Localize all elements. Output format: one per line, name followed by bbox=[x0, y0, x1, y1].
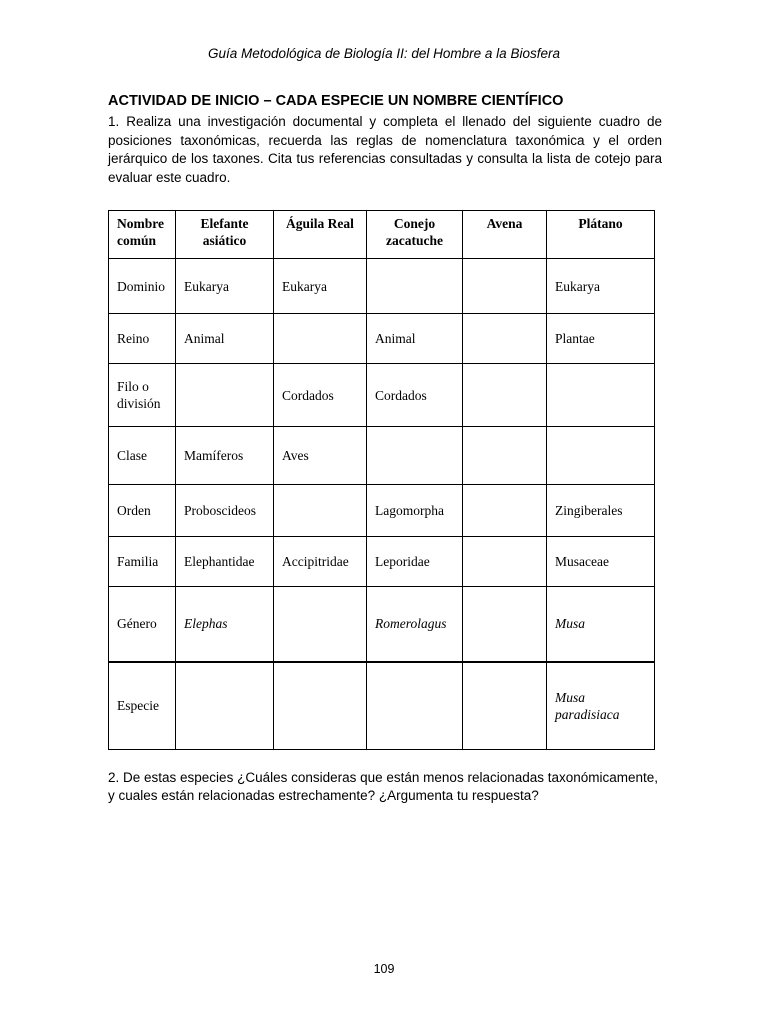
rank-label: Reino bbox=[109, 314, 176, 364]
table-cell bbox=[176, 364, 274, 427]
column-header: Avena bbox=[463, 211, 547, 259]
table-row bbox=[109, 485, 655, 537]
question-2: 2. De estas especies ¿Cuáles consideras que están menos relacionadas taxonómicamente, y cuales están relacionadas estrechamente? ¿Argumenta tu respuesta? bbox=[108, 770, 659, 803]
column-header: Elefante asiático bbox=[176, 211, 274, 259]
page-number: 109 bbox=[373, 962, 395, 976]
table-cell bbox=[367, 259, 463, 314]
rank-label: Especie bbox=[109, 662, 176, 750]
table-header-row bbox=[109, 211, 655, 259]
column-header: Águila Real bbox=[274, 211, 367, 259]
table-cell bbox=[274, 587, 367, 662]
table-cell bbox=[547, 427, 655, 485]
table-row bbox=[109, 364, 655, 427]
table-cell: Elephantidae bbox=[176, 537, 274, 587]
table-cell: Mamíferos bbox=[176, 427, 274, 485]
column-header: Conejo zacatuche bbox=[367, 211, 463, 259]
table-cell: Romerolagus bbox=[367, 587, 463, 662]
rank-label: Dominio bbox=[109, 259, 176, 314]
table-cell: Eukarya bbox=[547, 259, 655, 314]
activity-instruction: 1. Realiza una investigación documental y completa el llenado del siguiente cuadro de posiciones taxonómicas, recuerda las reglas de nomenclatura taxonómica y el orden jerárquico de los taxones. Cita tus referencias consultadas y consulta la lista de cotejo para evaluar este cuadro. bbox=[108, 114, 662, 185]
table-cell: Musaceae bbox=[547, 537, 655, 587]
table-cell bbox=[367, 662, 463, 750]
table-cell: Eukarya bbox=[176, 259, 274, 314]
table-cell: Cordados bbox=[367, 364, 463, 427]
table-cell: Cordados bbox=[274, 364, 367, 427]
table-row bbox=[109, 259, 655, 314]
table-cell bbox=[463, 427, 547, 485]
table-cell: Musa bbox=[547, 587, 655, 662]
table-cell: Musa paradisiaca bbox=[547, 662, 655, 750]
table-cell: Eukarya bbox=[274, 259, 367, 314]
table-row bbox=[109, 427, 655, 485]
table-cell bbox=[176, 662, 274, 750]
table-cell bbox=[274, 662, 367, 750]
table-cell bbox=[463, 314, 547, 364]
table-cell bbox=[367, 427, 463, 485]
table-cell bbox=[463, 259, 547, 314]
table-cell bbox=[274, 485, 367, 537]
running-header: Guía Metodológica de Biología II: del Hombre a la Biosfera bbox=[208, 46, 560, 61]
table-cell bbox=[463, 662, 547, 750]
table-cell: Leporidae bbox=[367, 537, 463, 587]
table-cell bbox=[463, 537, 547, 587]
table-cell bbox=[547, 364, 655, 427]
activity-title: ACTIVIDAD DE INICIO – CADA ESPECIE UN NOMBRE CIENTÍFICO bbox=[108, 93, 564, 109]
table-cell bbox=[463, 364, 547, 427]
column-header: Nombre común bbox=[109, 211, 176, 259]
table-cell bbox=[463, 587, 547, 662]
rank-label: Familia bbox=[109, 537, 176, 587]
rank-label: Filo o división bbox=[109, 364, 176, 427]
table-cell: Zingiberales bbox=[547, 485, 655, 537]
table-cell bbox=[274, 314, 367, 364]
table-row bbox=[109, 314, 655, 364]
table-row bbox=[109, 587, 655, 662]
table-cell bbox=[463, 485, 547, 537]
column-header: Plátano bbox=[547, 211, 655, 259]
table-row bbox=[109, 662, 655, 750]
table-cell: Elephas bbox=[176, 587, 274, 662]
table-cell: Lagomorpha bbox=[367, 485, 463, 537]
table-cell: Animal bbox=[367, 314, 463, 364]
table-cell: Proboscideos bbox=[176, 485, 274, 537]
table-cell: Accipitridae bbox=[274, 537, 367, 587]
rank-label: Género bbox=[109, 587, 176, 662]
taxonomy-table bbox=[108, 210, 655, 750]
table-cell: Aves bbox=[274, 427, 367, 485]
rank-label: Clase bbox=[109, 427, 176, 485]
rank-label: Orden bbox=[109, 485, 176, 537]
table-cell: Animal bbox=[176, 314, 274, 364]
table-row bbox=[109, 537, 655, 587]
table-cell: Plantae bbox=[547, 314, 655, 364]
